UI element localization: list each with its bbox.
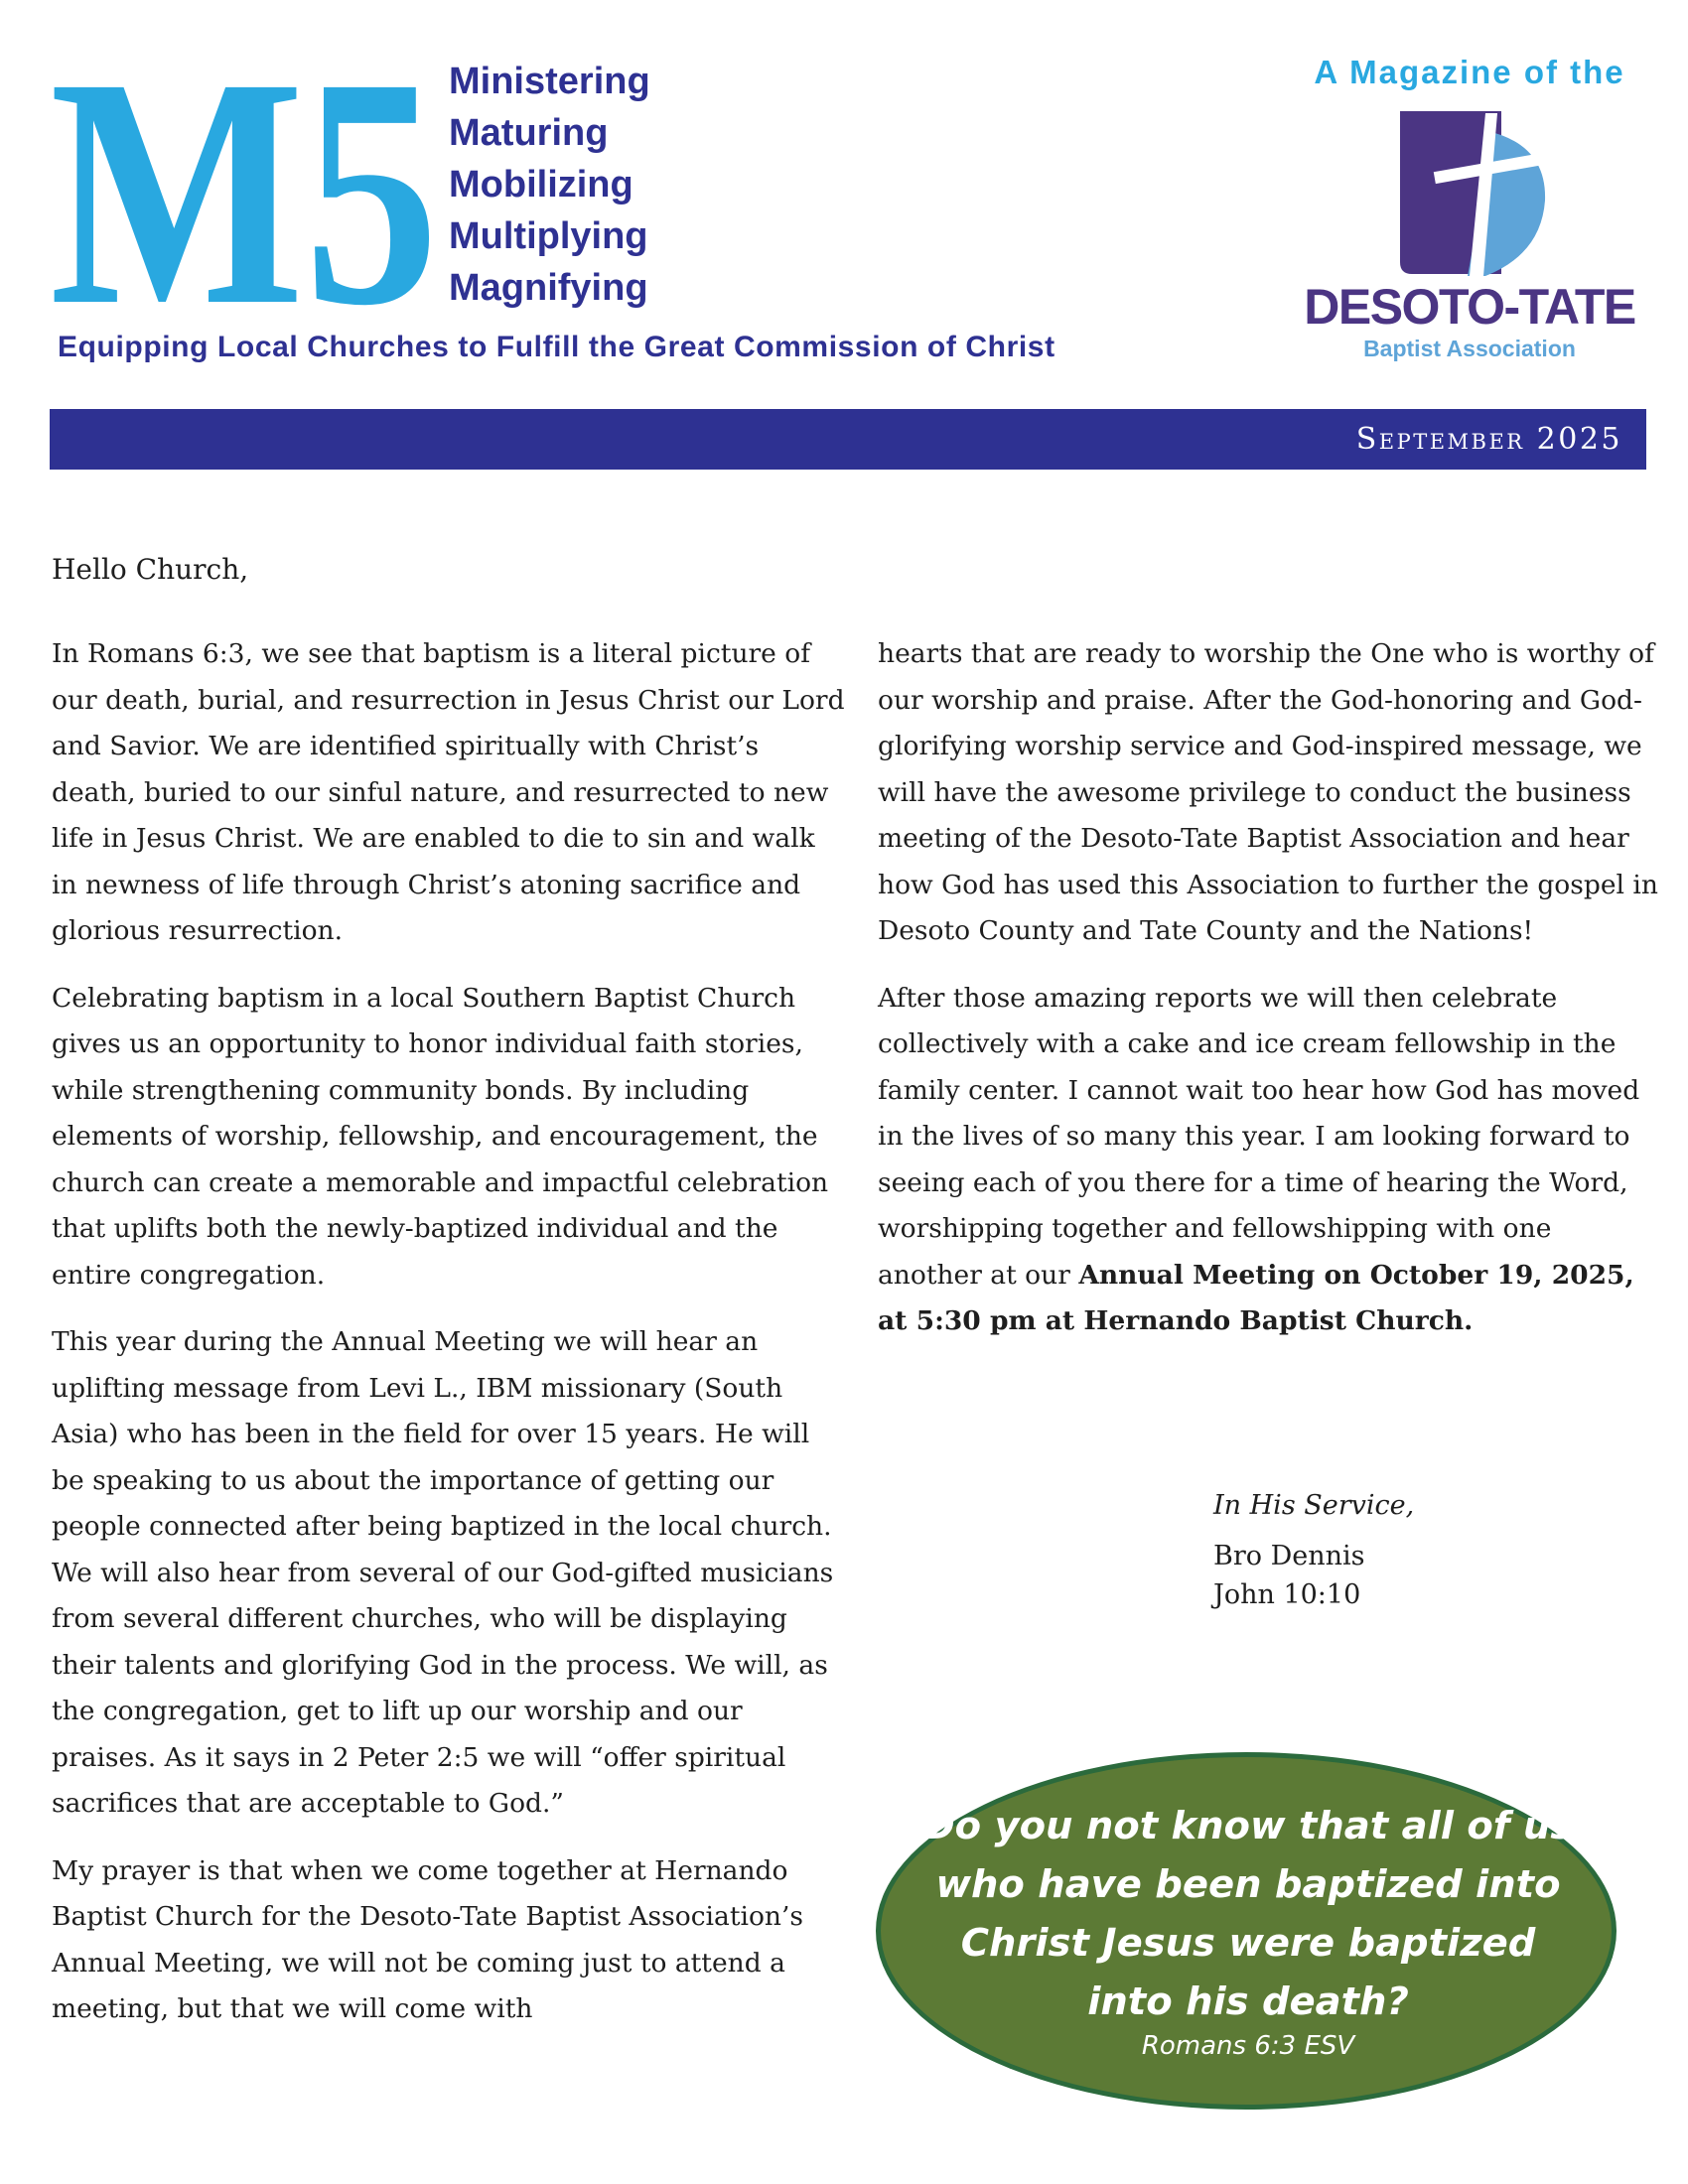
verse-quote: Do you not know that all of us who have been baptized into Christ Jesus were baptized into his death? bbox=[922, 1804, 1574, 2024]
paragraph-text: After those amazing reports we will then celebrate collectively with a cake and ice cream fellowship in the family center. I cannot wait too hear how God has moved in the lives of so many this year. I am looking forward to seeing each of you there for a time of hearing the Word, worshipping together and fellowshipping with one another at our bbox=[878, 982, 1640, 1291]
right-column bbox=[878, 631, 1662, 1366]
signature-name: Bro Dennis bbox=[1213, 1541, 1365, 1571]
m-word-ministering: Ministering bbox=[449, 61, 650, 102]
paragraph: Celebrating baptism in a local Southern Baptist Church gives us an opportunity to honor individual faith stories, while strengthening community bonds. By including elements of worship, fellowship, and encouragement, the church can create a memorable and impactful celebration that uplifts both the newly-baptized individual and the entire congregation. bbox=[52, 982, 829, 1291]
m5-logo-text: M5 bbox=[50, 52, 439, 320]
paragraph: This year during the Annual Meeting we will hear an uplifting message from Levi L., IBM missionary (South Asia) who has been in the field for over 15 years. He will be speaking to us about the importance of getting our people connected after being baptized in the local church. We will also hear from several of our God-gifted musicians from several different churches, who will be displaying their talents and glorifying God in the process. We will, as the congregation, get to lift up our worship and our praises. As it says in 2 Peter 2:5 we will “offer spiritual sacrifices that are acceptable to God.” bbox=[52, 1326, 834, 1819]
closing: In His Service, bbox=[1213, 1490, 1415, 1521]
association-subtitle: Baptist Association bbox=[1363, 336, 1576, 361]
magazine-label: A Magazine of the bbox=[1314, 54, 1625, 90]
cross-logo-icon bbox=[1390, 105, 1549, 280]
left-column bbox=[52, 631, 846, 2054]
meeting-details: Annual Meeting on October 19, 2025, at 5:30 pm at Hernando Baptist Church. bbox=[878, 1259, 1634, 1336]
greeting: Hello Church, bbox=[52, 553, 249, 586]
m5-logo bbox=[50, 52, 447, 320]
verse-callout bbox=[876, 1752, 1617, 2110]
paragraph bbox=[878, 976, 1662, 1345]
m-word-mobilizing: Mobilizing bbox=[449, 164, 633, 205]
date-bar bbox=[50, 409, 1646, 470]
paragraph: hearts that are ready to worship the One who is worthy of our worship and praise. After the God-honoring and God-glorifying worship service and God-inspired message, we will have the awesome privilege to conduct the business meeting of the Desoto-Tate Baptist Association and hear how God has used this Association to further the gospel in Desoto County and Tate County and the Nations! bbox=[878, 638, 1658, 946]
m-word-magnifying: Magnifying bbox=[449, 267, 648, 309]
tagline: Equipping Local Churches to Fulfill the Great Commission of Christ bbox=[58, 331, 1055, 363]
m-word-multiplying: Multiplying bbox=[449, 215, 648, 257]
paragraph: My prayer is that when we come together at Hernando Baptist Church for the Desoto-Tate Baptist Association’s Annual Meeting, we will not be coming just to attend a meeting, but that we will come with bbox=[52, 1854, 803, 2024]
paragraph: In Romans 6:3, we see that baptism is a literal picture of our death, burial, and resurrection in Jesus Christ our Lord and Savior. We are identified spiritually with Christ’s death, buried to our sinful nature, and resurrected to new life in Jesus Christ. We are enabled to die to sin and walk in newness of life through Christ’s atoning sacrifice and glorious resurrection. bbox=[52, 638, 845, 946]
verse-reference: Romans 6:3 ESV bbox=[1141, 2031, 1355, 2061]
m-word-maturing: Maturing bbox=[449, 112, 609, 154]
association-name: DESOTO-TATE bbox=[1304, 279, 1635, 335]
issue-date: September 2025 bbox=[1355, 422, 1622, 457]
signature-verse: John 10:10 bbox=[1213, 1579, 1361, 1610]
m-words-list bbox=[449, 56, 650, 314]
